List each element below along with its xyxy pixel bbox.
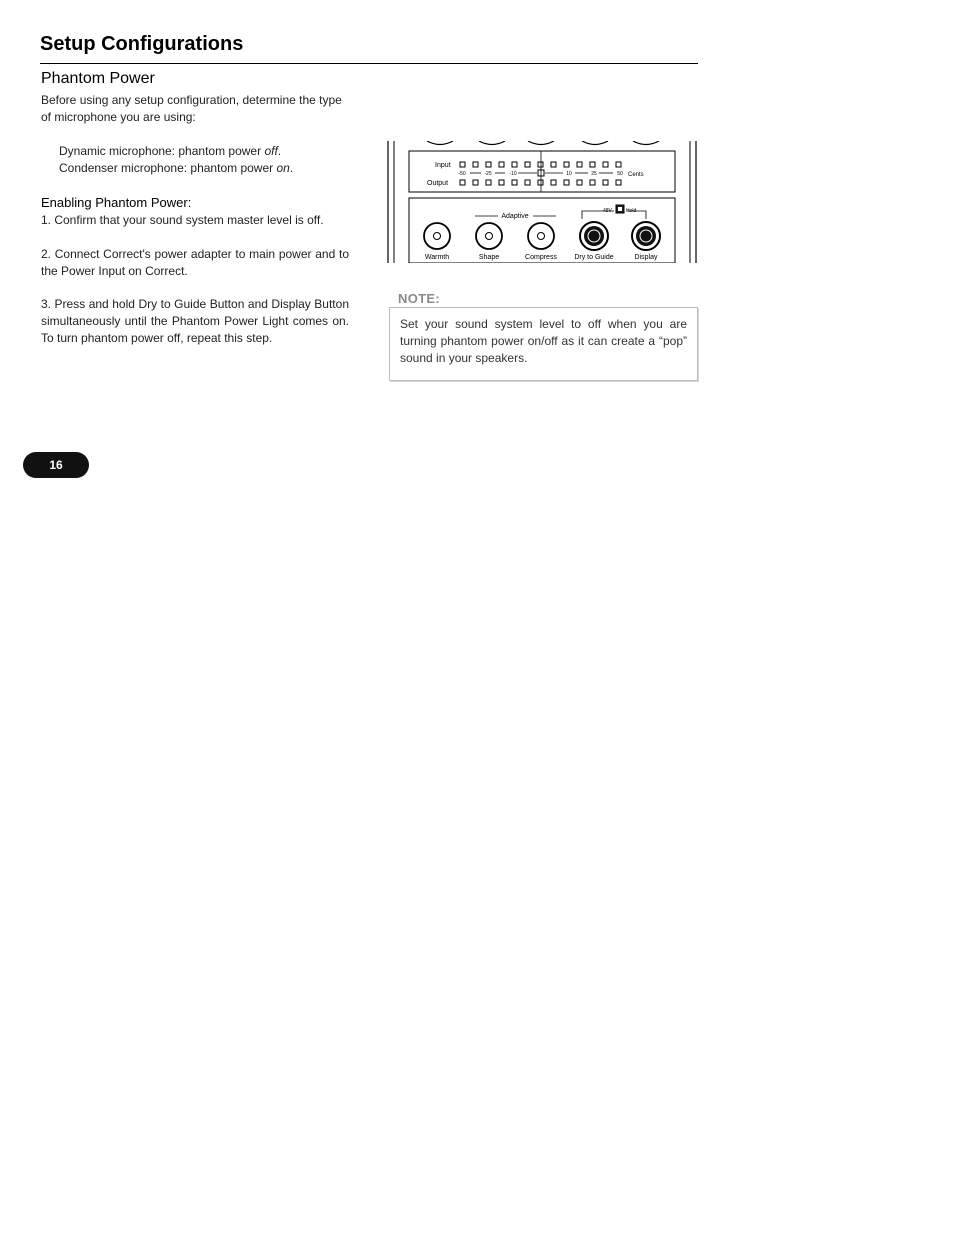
note-box (389, 307, 698, 381)
knob-label-warmth: Warmth (424, 254, 450, 261)
adaptive-label: Adaptive (501, 213, 529, 220)
section-title: Phantom Power (41, 70, 155, 87)
enabling-subheading: Enabling Phantom Power: (41, 195, 192, 210)
scale-label: 25 (591, 171, 597, 177)
step-3: 3. Press and hold Dry to Guide Button and Display Button simultaneously until the Phantom Power Light comes on. To turn phantom power off, repeat this step. (41, 297, 349, 345)
scale-label: 10 (566, 171, 572, 177)
note-label: NOTE: (398, 291, 440, 306)
mic-type-end: . (277, 144, 282, 158)
scale-label: -10 (509, 171, 517, 177)
mic-type-label: Condenser microphone: phantom power (59, 161, 277, 175)
mic-type-label: Dynamic microphone: phantom power (59, 144, 265, 158)
scale-label: 50 (617, 171, 623, 177)
hold-label: Hold (626, 208, 637, 214)
meter-output-label: Output (427, 180, 449, 187)
knob-label-display: Display (634, 254, 658, 261)
page-number-badge: 16 (23, 452, 89, 478)
warmth-knob[interactable] (424, 223, 450, 249)
compress-knob[interactable] (528, 223, 554, 249)
mic-type-state: on (276, 161, 290, 175)
dry-to-guide-button[interactable] (580, 222, 608, 250)
shape-knob[interactable] (476, 223, 502, 249)
scale-label: -25 (484, 171, 492, 177)
note-text: Set your sound system level to off when you are turning phantom power on/off as it can create a “pop” sound in your speakers. (400, 317, 687, 365)
step-1: 1. Confirm that your sound system master level is off. (41, 213, 324, 227)
header-rule (40, 63, 698, 64)
knob-label-dry-to-guide: Dry to Guide (574, 254, 614, 261)
display-button[interactable] (632, 222, 660, 250)
knob-label-shape: Shape (478, 254, 500, 261)
mic-type-condenser (59, 160, 293, 177)
phantom-48v-label: 48V (603, 208, 612, 214)
input-led-row (460, 162, 621, 167)
mic-type-end: . (289, 161, 294, 175)
output-led-row (460, 180, 621, 185)
meter-input-label: Input (435, 162, 451, 169)
control-panel-illustration (387, 141, 698, 263)
mic-type-dynamic (59, 143, 281, 160)
page-header-title: Setup Configurations (40, 33, 244, 55)
scale-label: -50 (458, 171, 466, 177)
mic-type-state: off (264, 144, 278, 158)
knob-label-compress: Compress (525, 254, 557, 261)
step-2: 2. Connect Correct's power adapter to main power and to the Power Input on Correct. (41, 247, 349, 278)
cents-label: Cents (628, 172, 644, 178)
intro-paragraph: Before using any setup configuration, determine the type of microphone you are using: (41, 93, 342, 124)
